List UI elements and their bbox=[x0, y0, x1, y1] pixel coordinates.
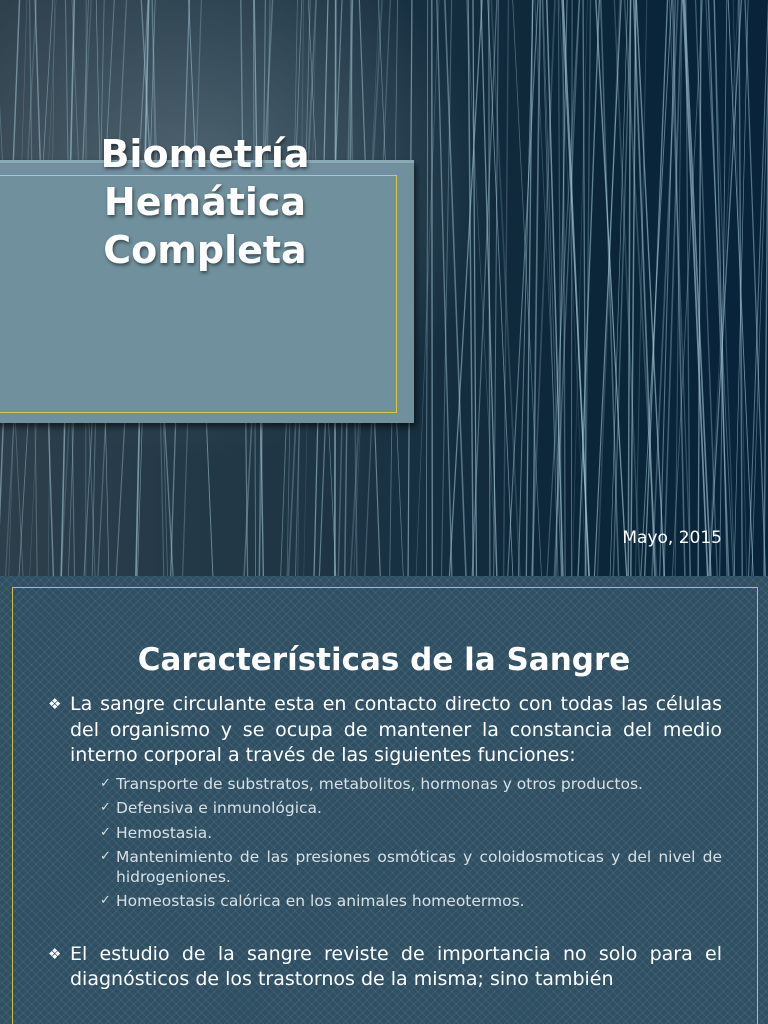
bullet-item bbox=[46, 942, 722, 993]
streak-line bbox=[518, 0, 533, 576]
check-icon: ✓ bbox=[100, 775, 111, 791]
streak-line bbox=[578, 0, 600, 576]
sub-list bbox=[70, 775, 722, 912]
streak-line bbox=[594, 0, 622, 576]
check-icon: ✓ bbox=[100, 893, 111, 908]
streak-line bbox=[445, 0, 467, 576]
sub-item bbox=[100, 799, 722, 819]
sub-item-text: Homeostasis calórica en los animales homeotermos. bbox=[116, 892, 525, 910]
streak-line bbox=[504, 0, 509, 576]
check-icon: ✓ bbox=[100, 824, 111, 840]
streak-line bbox=[449, 0, 483, 576]
bullet-text: El estudio de la sangre reviste de importancia no solo para el diagnósticos de los trastornos de la misma; sino también bbox=[70, 942, 722, 990]
streak-line bbox=[745, 0, 766, 576]
streak-line bbox=[432, 0, 433, 576]
streak-line bbox=[705, 0, 734, 576]
streak-line bbox=[631, 0, 636, 576]
title-line-1: Biometría bbox=[100, 132, 310, 176]
streak-line bbox=[473, 0, 477, 576]
slide-date: Mayo, 2015 bbox=[622, 528, 722, 548]
bullet-text: La sangre circulante esta en contacto directo con todas las células del organismo y se ocupa de mantener la constancia del medio interno corporal a través de las siguientes funciones: bbox=[70, 693, 722, 766]
check-icon: ✓ bbox=[100, 800, 111, 815]
title-line-3: Completa bbox=[103, 228, 307, 272]
streak-line bbox=[708, 0, 739, 576]
sub-item-text: Defensiva e inmunológica. bbox=[116, 799, 322, 817]
sub-item bbox=[100, 775, 722, 795]
diamond-bullet-icon: ❖ bbox=[48, 695, 62, 713]
sub-item bbox=[100, 848, 722, 887]
sub-item bbox=[100, 824, 722, 844]
check-icon: ✓ bbox=[100, 849, 111, 864]
content-slide bbox=[0, 576, 768, 1024]
bullet-item bbox=[46, 692, 722, 912]
bullet-list bbox=[46, 692, 722, 993]
sub-item-text: Transporte de substratos, metabolitos, hormonas y otros productos. bbox=[116, 774, 643, 793]
slide-heading: Características de la Sangre bbox=[137, 642, 631, 678]
title-line-2: Hemática bbox=[103, 180, 307, 224]
streak-line bbox=[571, 0, 572, 576]
sub-item-text: Hemostasia. bbox=[116, 823, 213, 842]
sub-item bbox=[100, 892, 722, 912]
diamond-bullet-icon: ❖ bbox=[48, 944, 62, 963]
slide-title bbox=[60, 130, 350, 274]
streak-line bbox=[542, 0, 558, 576]
sub-item-text: Mantenimiento de las presiones osmóticas y coloidosmoticas y del nivel de hidrogeniones. bbox=[116, 848, 722, 886]
streak-line bbox=[487, 0, 513, 576]
